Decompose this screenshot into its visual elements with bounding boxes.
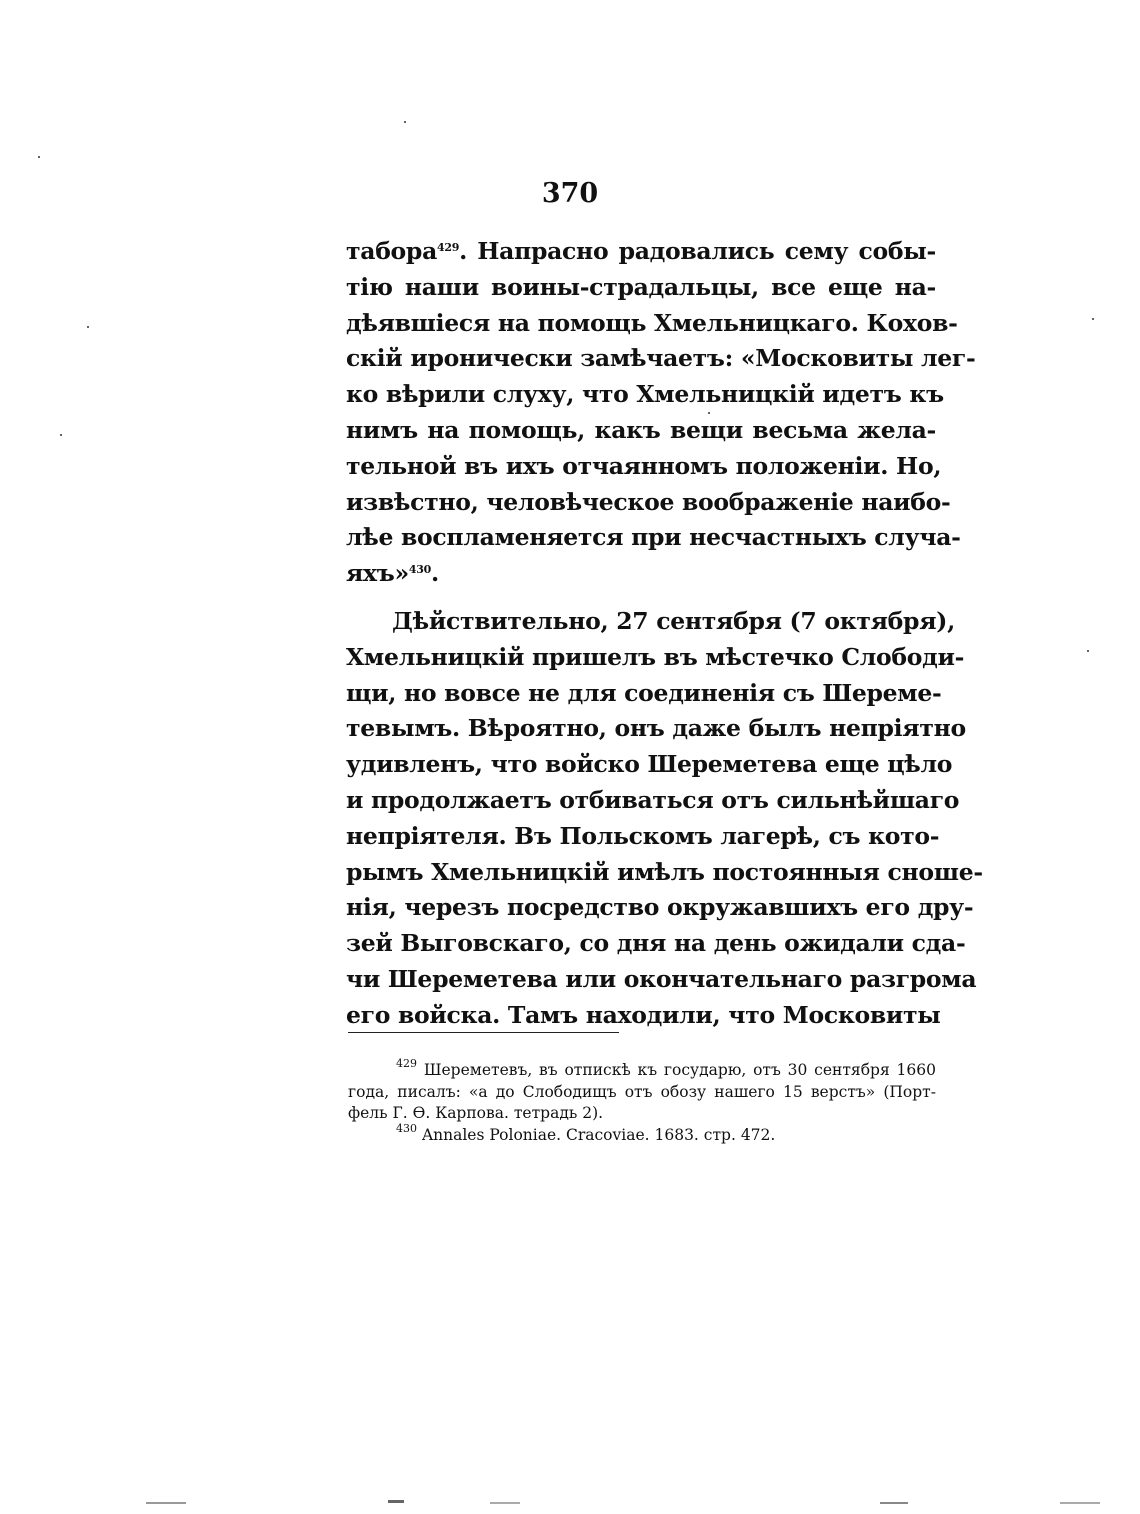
- scan-speck: [404, 121, 406, 123]
- text-line: и продолжаетъ отбиваться отъ сильнѣйшаго: [346, 785, 960, 814]
- text-line: его войска. Тамъ находили, что Московиты: [346, 1000, 941, 1029]
- text-line: чи Шереметева или окончательнаго разгрома: [346, 964, 977, 993]
- text-line: скій иронически замѣчаетъ: «Московиты лег-: [346, 344, 976, 373]
- footnote-429: $^{429}$ Шереметевъ, въ отпискѣ къ государю, отъ 30 сентября 1660: [396, 1057, 936, 1079]
- text-line: лѣе воспламеняется при несчастныхъ случа-: [346, 523, 961, 552]
- text-line: непріятеля. Въ Польскомъ лагерѣ, съ кото-: [346, 821, 940, 850]
- text-line: Хмельницкій пришелъ въ мѣстечко Слободи-: [346, 642, 965, 671]
- scan-speck: [146, 1502, 186, 1504]
- footnote-number: 430: [396, 1121, 417, 1135]
- footnote-ref[interactable]: 430: [408, 563, 431, 577]
- text-line: извѣстно, человѣческое воображеніе наибо-: [346, 487, 951, 516]
- scan-speck: [880, 1502, 908, 1504]
- scan-speck: [490, 1502, 520, 1504]
- text-line: тевымъ. Вѣроятно, онъ даже былъ непріятно: [346, 714, 966, 743]
- scan-speck: [388, 1500, 404, 1503]
- scan-speck: [1087, 650, 1089, 652]
- footnote-number: 429: [396, 1057, 417, 1070]
- text-line: дѣявшіеся на помощь Хмельницкаго. Кохов-: [346, 308, 958, 337]
- scan-speck: [708, 412, 710, 414]
- text-line: зей Выговскаго, со дня на день ожидали сда-: [346, 929, 966, 958]
- text-line: тельной въ ихъ отчаянномъ положеніи. Но,: [346, 451, 942, 480]
- scan-speck: [38, 156, 40, 158]
- text-line: рымъ Хмельницкій имѣлъ постоянныя сноше-: [346, 857, 983, 886]
- text-line: табора$^{429}$. Напрасно радовались сему собы-: [346, 237, 936, 265]
- text-line: ко вѣрили слуху, что Хмельницкій идетъ къ: [346, 380, 944, 409]
- text-line: удивленъ, что войско Шереметева еще цѣло: [346, 750, 953, 779]
- page-number: 370: [541, 178, 599, 209]
- text-line: яхъ»$^{430}$.: [346, 559, 439, 588]
- footnote-line: года, писалъ: «а до Слободищъ отъ обозу нашего 15 верстъ» (Порт-: [348, 1082, 936, 1101]
- scan-speck: [1060, 1502, 1100, 1504]
- text-line: нія, черезъ посредство окружавшихъ его дру-: [346, 893, 974, 922]
- footnote-430: $^{430}$ Annales Poloniae. Cracoviae. 1683. стр. 472.: [396, 1121, 776, 1144]
- footnote-divider: [348, 1032, 619, 1033]
- text-line: Дѣйствительно, 27 сентября (7 октября),: [392, 606, 955, 635]
- text-line: тію наши воины-страдальцы, все еще на-: [346, 272, 936, 301]
- text-line: щи, но вовсе не для соединенія съ Шереме-: [346, 678, 942, 707]
- footnotes: [348, 1057, 936, 1146]
- footnote-ref[interactable]: 429: [437, 241, 460, 254]
- scan-speck: [60, 434, 62, 436]
- footnote-line: фель Г. Ѳ. Карпова. тетрадь 2).: [348, 1104, 604, 1122]
- scan-speck: [1092, 318, 1094, 320]
- main-text: [346, 234, 983, 1034]
- text-line: нимъ на помощь, какъ вещи весьма жела-: [346, 415, 936, 444]
- scan-speck: [87, 326, 89, 328]
